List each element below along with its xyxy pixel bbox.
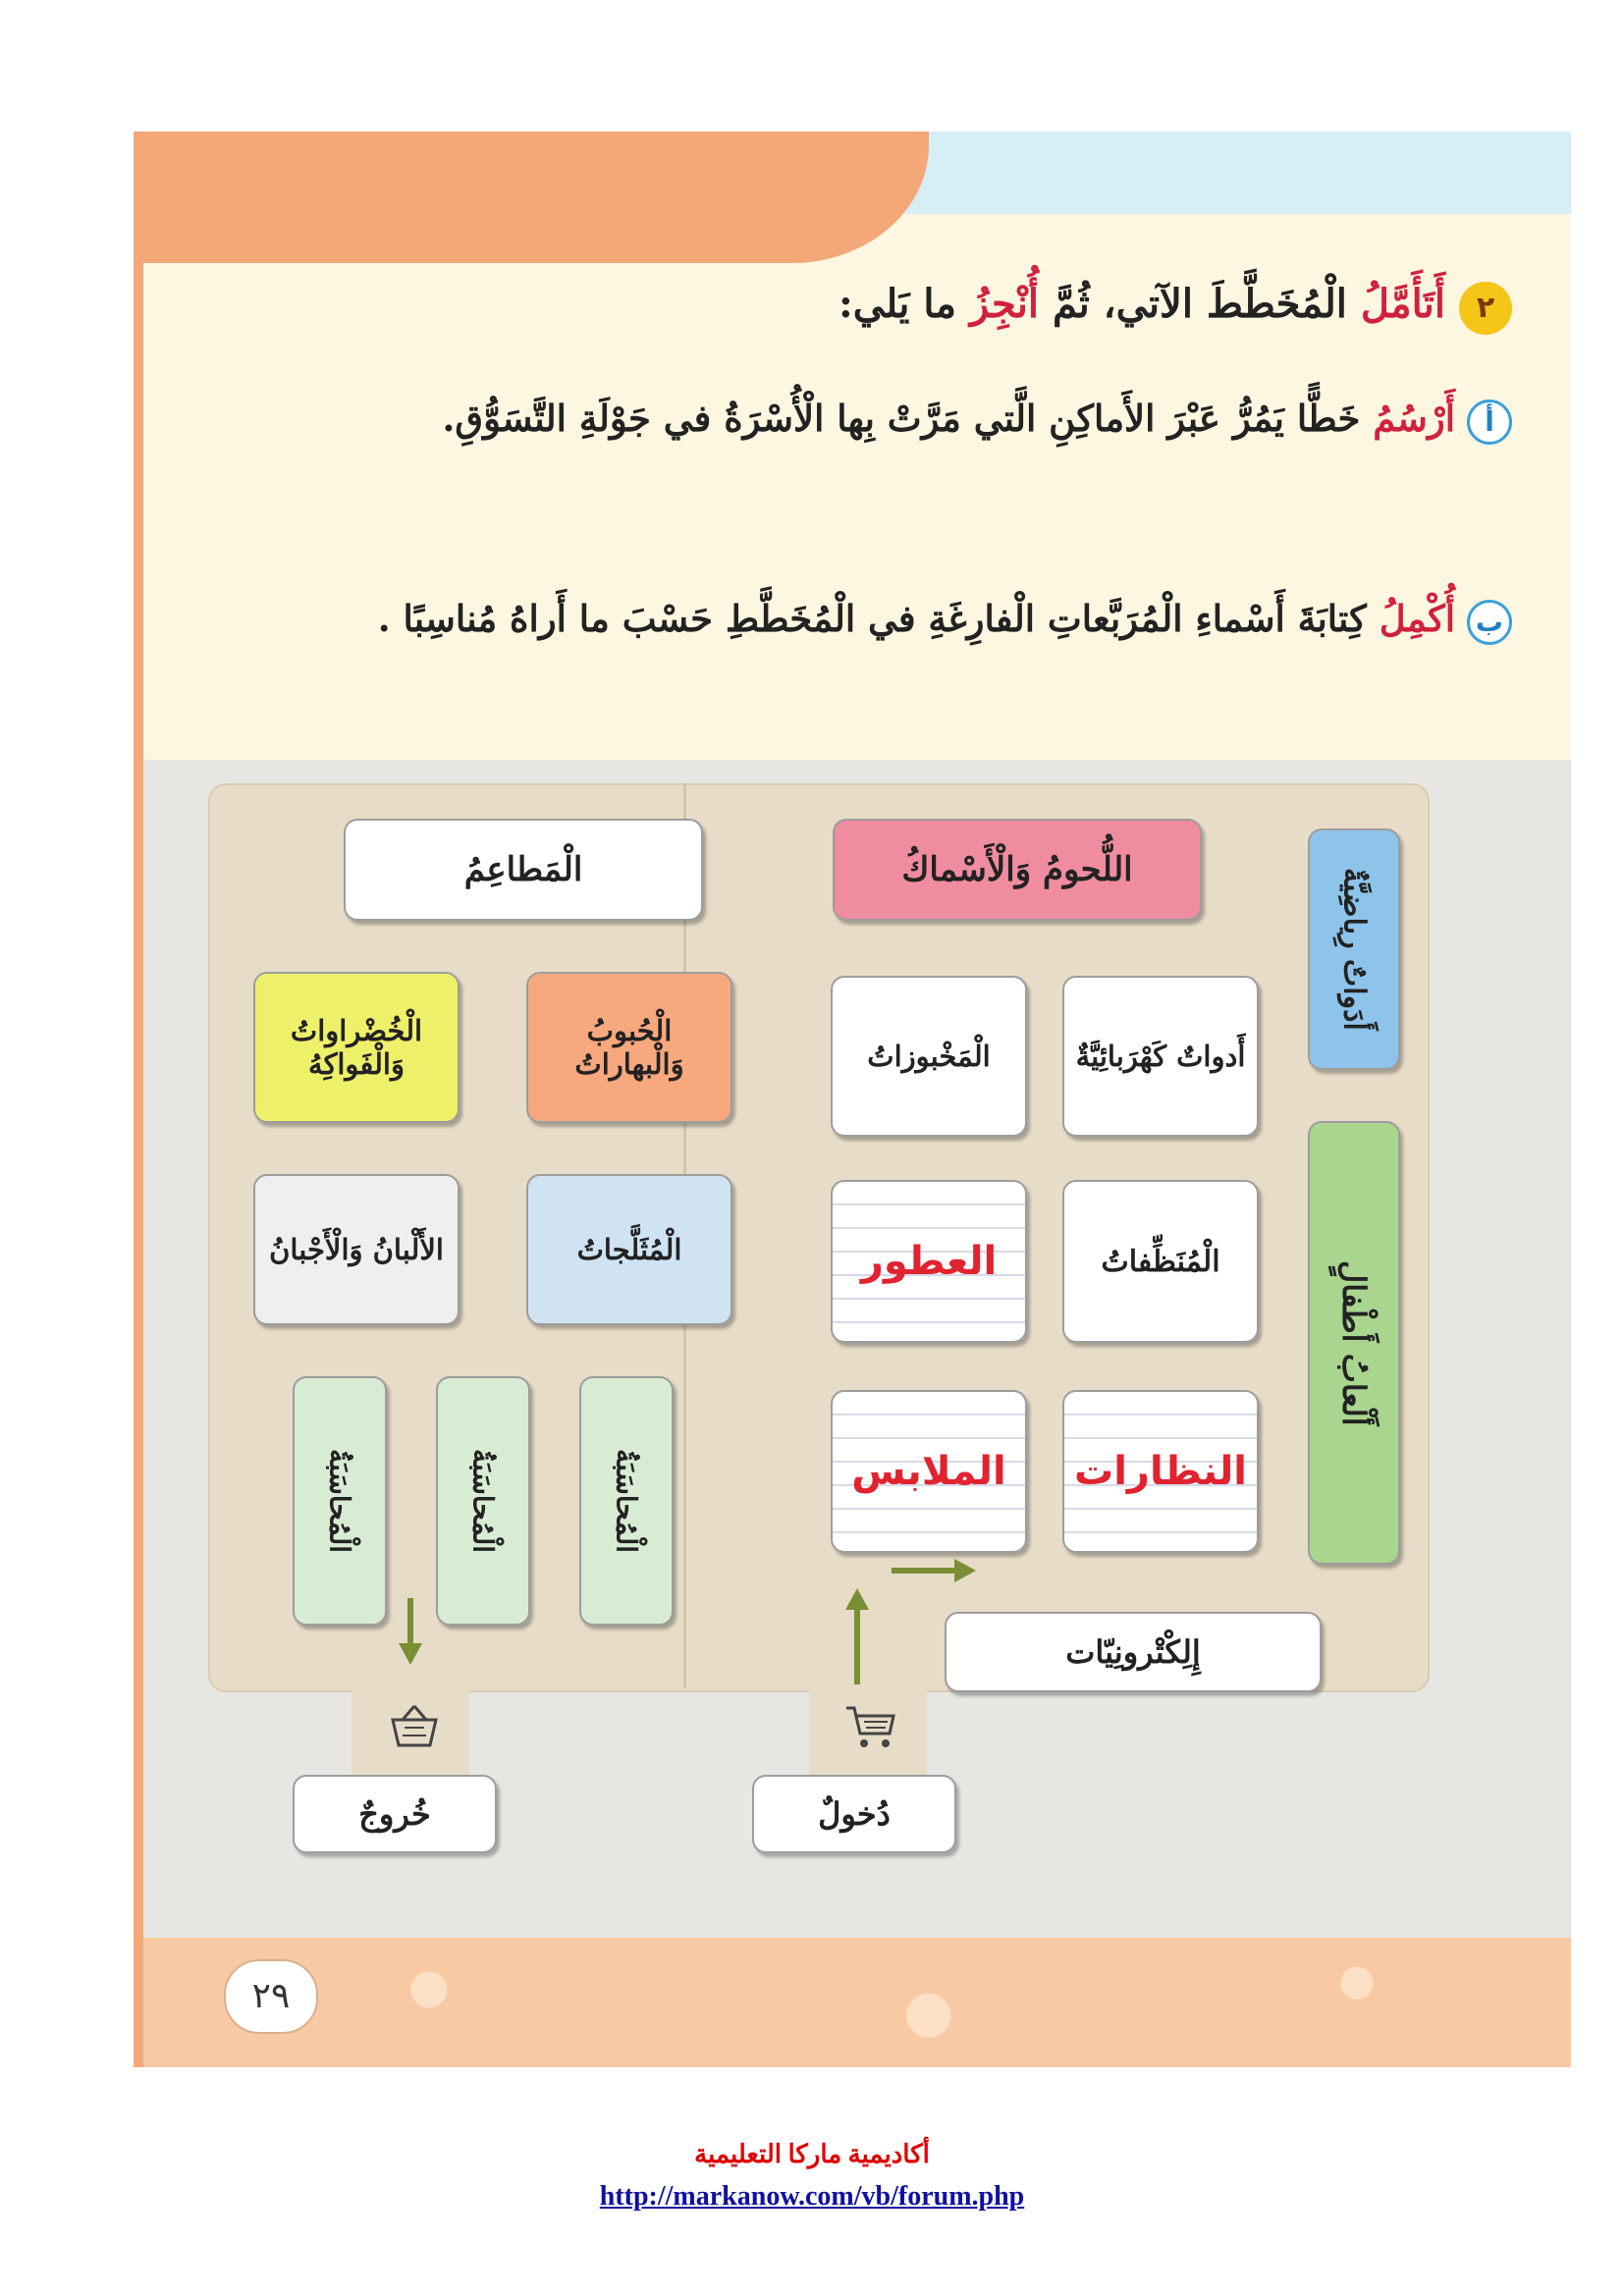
section-grains-spices — [526, 972, 732, 1123]
section-bakery-label: الْمَخْبوزاتُ — [867, 1040, 991, 1073]
exit-label: خُروجٌ — [358, 1795, 431, 1833]
exit-arrow-head — [399, 1643, 422, 1665]
section-dairy-cheese — [253, 1174, 460, 1325]
page-number: ٢٩ — [224, 1959, 318, 2034]
section-detergents-label: الْمُنَظِّفاتُ — [1101, 1244, 1220, 1279]
part-a-letter-badge: أ — [1467, 400, 1512, 445]
section-kids-toys-label: أَلْعابُ أَطْفالٍ — [1335, 1259, 1373, 1426]
shopping-basket-icon — [387, 1702, 442, 1751]
bottom-decorative-band — [143, 1938, 1571, 2067]
section-sports-tools — [1308, 828, 1400, 1070]
section-cashier-3-label: الْمُحاسَبَةُ — [610, 1448, 643, 1554]
section-meat-fish — [833, 819, 1202, 921]
entrance-arrow-head — [845, 1588, 869, 1610]
section-vegetables-fruits-label: الْخُضْراواتُ وَالْفَواكِهُ — [290, 1014, 423, 1081]
entrance-arrow-shaft — [854, 1608, 860, 1684]
exit-label-box — [293, 1775, 497, 1853]
section-cashier-2 — [436, 1376, 530, 1626]
footer-url-link[interactable]: http://markanow.com/vb/forum.php — [599, 2181, 1025, 2212]
left-edge-band — [134, 132, 143, 2067]
section-frozen-label: الْمُثَلَّجاتُ — [576, 1233, 682, 1266]
section-electronics-label: إِلِكْتْرونِيّات — [1065, 1633, 1201, 1671]
section-cashier-1 — [293, 1376, 387, 1626]
footer-academy-name: أكاديمية ماركا التعليمية — [694, 2140, 930, 2168]
section-perfumes — [831, 1180, 1027, 1343]
section-electrical — [1062, 976, 1259, 1137]
section-dairy-cheese-label: الأَلْبانُ وَالْأَجْبانُ — [269, 1233, 444, 1266]
section-cashier-2-label: الْمُحاسَبَةُ — [466, 1448, 500, 1554]
top-band-orange — [134, 132, 929, 263]
question-number-badge: ٢ — [1459, 282, 1512, 335]
section-glasses — [1062, 1390, 1259, 1553]
part-b-text: كِتابَةَ أَسْماءِ الْمُرَبَّعاتِ الْفارِغَةِ في الْمُخَطَّطِ حَسْبَ ما أَراهُ مُناسِبًا . — [377, 597, 1380, 640]
question-part-b — [353, 575, 1512, 662]
section-glasses-label: النظارات — [1074, 1449, 1247, 1494]
section-meat-fish-label: اللُّحومُ وَالْأَسْماكُ — [901, 850, 1133, 889]
question-title — [839, 281, 1512, 335]
textbook-page — [134, 132, 1571, 2067]
section-restaurants — [344, 819, 703, 921]
section-electronics — [945, 1612, 1322, 1692]
part-b-letter-badge: ب — [1467, 600, 1512, 645]
part-b-verb: أُكْمِلُ — [1379, 597, 1455, 640]
section-cashier-3 — [579, 1376, 674, 1626]
section-grains-spices-label: الْحُبوبُ وَالْبهاراتُ — [574, 1014, 684, 1081]
entrance-label-box — [752, 1775, 956, 1853]
shopping-cart-icon — [842, 1702, 897, 1751]
part-a-verb: أَرْسُمُ — [1373, 397, 1455, 440]
path-arrow-head — [954, 1559, 976, 1582]
question-text-1: الْمُخَطَّطَ الآتي، ثُمَّ — [1039, 281, 1361, 327]
section-perfumes-label: العطور — [860, 1239, 998, 1284]
section-detergents — [1062, 1180, 1259, 1343]
part-a-text: خَطًّا يَمُرُّ عَبْرَ الأَماكِنِ الَّتي مَرَّتْ بِها الْأُسْرَةُ في جَوْلَةِ التَّسَوُّقِ. — [442, 397, 1374, 440]
section-sports-tools-label: أَدَواتٌ رِياضِيَّةٌ — [1336, 868, 1372, 1031]
path-arrow-shaft — [892, 1568, 956, 1574]
section-cashier-1-label: الْمُحاسَبَةُ — [323, 1448, 356, 1554]
section-clothes — [831, 1390, 1027, 1553]
section-frozen — [526, 1174, 732, 1325]
section-bakery — [831, 976, 1027, 1137]
question-verb-1: أَتَأَمَّلُ — [1360, 281, 1445, 327]
question-verb-2: أُنْجِزُ — [969, 281, 1040, 327]
section-restaurants-label: الْمَطاعِمُ — [463, 850, 583, 889]
question-text-2: ما يَلي: — [838, 281, 970, 327]
section-electrical-label: أَدواتٌ كَهْرَبائِيَّةٌ — [1075, 1040, 1246, 1073]
section-vegetables-fruits — [253, 972, 460, 1123]
section-kids-toys — [1308, 1121, 1400, 1565]
question-part-a — [353, 375, 1512, 461]
section-clothes-label: الملابس — [851, 1449, 1006, 1494]
entrance-label: دُخولٌ — [818, 1795, 891, 1833]
exit-arrow-shaft — [407, 1598, 413, 1645]
